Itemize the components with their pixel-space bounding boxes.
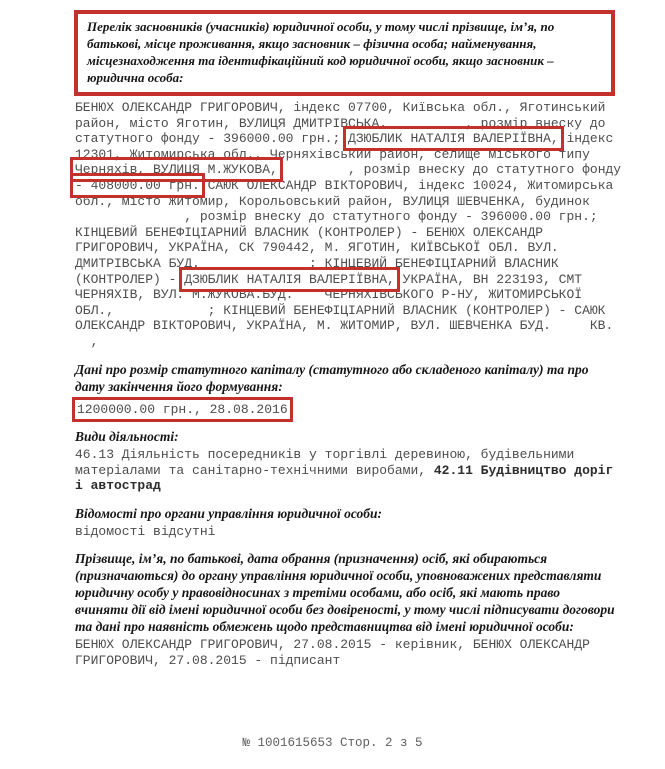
text-segment: ,: [75, 333, 99, 349]
text-segment: ЧЕРНЯХІВ, ВУЛ. М.ЖУКОВА.БУД. ЧЕРНЯХІВСЬКОГО Р-НУ, ЖИТОМИРСЬКОЇ: [75, 287, 583, 303]
text-line: [75, 653, 615, 669]
capital-heading: Дані про розмір статутного капіталу (статутного або складеного капіталу) та про дату закінчення його формування:: [75, 361, 589, 394]
text-segment: САЮК ОЛЕКСАНДР ВІКТОРОВИЧ, індекс 10024, Житомирська: [199, 177, 614, 193]
text-segment: ОЛЕКСАНДР ВІКТОРОВИЧ, УКРАЇНА, М. ЖИТОМИР, ВУЛ. ШЕВЧЕНКА БУД. КВ.: [75, 318, 614, 334]
capital-value: [77, 402, 615, 418]
text-line: [75, 178, 615, 194]
document-content: [75, 8, 622, 671]
highlight-box: - 408000.00 грн.: [75, 177, 200, 193]
founders-heading: Перелік засновників (учасників) юридичної особи, у тому числі прізвище, ім’я, по батькові, місце проживання, якщо засновник – фізична особа; найменування, місцезнаходження та ідентифікаційний код юридичної особи, якщо засновник – юридична особа:: [87, 19, 555, 85]
text-line: [75, 463, 615, 479]
text-segment: і автострад: [75, 478, 161, 494]
text-line: [75, 478, 615, 494]
text-line: [75, 162, 622, 178]
text-segment: , розмір внеску до статутного фонду - 396000.00 грн.;: [75, 209, 598, 225]
text-segment: ГРИГОРОВИЧ, УКРАЇНА, СК 790442, М. ЯГОТИН, КИЇВСЬКОЇ ОБЛ. ВУЛ.: [75, 240, 559, 256]
text-line: [77, 402, 615, 418]
text-line: [75, 147, 615, 163]
management-paragraph: [75, 524, 615, 540]
text-segment: відомості відсутні: [75, 523, 216, 539]
text-segment: 12301, Житомирська обл., Черняхівський район, селище міського типу: [75, 146, 590, 162]
text-segment: ОБЛ., ; КІНЦЕВИЙ БЕНЕФІЦІАРНИЙ ВЛАСНИК (КОНТРОЛЕР) - САЮК: [75, 302, 606, 318]
text-segment: індекс: [558, 131, 614, 147]
text-line: [75, 447, 615, 463]
text-segment: район, місто Яготин, ВУЛИЦЯ ДМИТРІВСЬКА. , розмір внеску до: [75, 115, 606, 131]
text-segment: матеріалами та санітарно-технічними виробами,: [75, 462, 434, 478]
highlight-box: 1200000.00 грн., 28.08.2016: [77, 401, 288, 417]
text-segment: ДМИТРІВСЬКА БУД. ; КІНЦЕВИЙ БЕНЕФІЦІАРНИЙ ВЛАСНИК: [75, 255, 559, 271]
text-segment: ГРИГОРОВИЧ, 27.08.2015 - підписант: [75, 653, 341, 669]
text-line: [75, 116, 615, 132]
text-segment: БЕНЮХ ОЛЕКСАНДР ГРИГОРОВИЧ, 27.08.2015 - керівник, БЕНЮХ ОЛЕКСАНДР: [75, 637, 590, 653]
text-line: [75, 209, 615, 225]
representatives-paragraph: [75, 637, 615, 668]
text-line: [75, 100, 615, 116]
text-segment: (КОНТРОЛЕР) -: [75, 271, 185, 287]
text-line: [75, 194, 615, 210]
activities-heading: Види діяльності:: [75, 429, 179, 445]
text-line: [75, 637, 615, 653]
text-segment: КІНЦЕВИЙ БЕНЕФІЦІАРНИЙ ВЛАСНИК (КОНТРОЛЕР) - БЕНЮХ ОЛЕКСАНДР: [75, 224, 544, 240]
text-segment: статутного фонду - 396000.00 грн.;: [75, 131, 349, 147]
highlight-box: ДЗЮБЛИК НАТАЛІЯ ВАЛЕРІЇВНА,: [348, 131, 559, 147]
highlight-box: [74, 10, 615, 96]
text-segment: 46.13 Діяльність посередників у торгівлі деревиною, будівельними: [75, 447, 575, 463]
text-line: [75, 318, 615, 334]
text-line: [75, 240, 615, 256]
text-segment: , розмір внеску до статутного фонду: [277, 162, 622, 178]
text-line: [75, 256, 615, 272]
text-line: [75, 303, 615, 319]
highlight-box: Черняхів, ВУЛИЦЯ М.ЖУКОВА,: [75, 162, 278, 178]
text-line: [75, 272, 615, 288]
founders-paragraph: [75, 100, 622, 350]
text-line: [75, 524, 615, 540]
representatives-heading: Прізвище, ім’я, по батькові, дата обрання (призначення) осіб, які обираються (призначаються) до органу управління юридичної особи, уповноважених представляти юридичну особу у правовідносинах з третіми особами, або осіб, які мають право вчиняти дії від імені юридичної особи без довіреності, у тому числі підписувати договори та дані про наявність обмежень щодо представництва від імені юридичної особи:: [75, 551, 615, 635]
management-heading: Відомості про органи управління юридичної особи:: [75, 505, 382, 521]
text-line: [75, 131, 615, 147]
page-number: № 1001615653 Стор. 2 з 5: [242, 736, 423, 750]
page-footer: [0, 736, 665, 750]
text-segment: 42.11 Будівництво доріг: [433, 462, 614, 478]
text-segment: обл., місто Житомир, Корольовський район, ВУЛИЦЯ ШЕВЧЕНКА, будинок: [75, 193, 590, 209]
highlight-box: ДЗЮБЛИК НАТАЛІЯ ВАЛЕРІЇВНА,: [184, 271, 395, 287]
text-line: [75, 225, 615, 241]
text-segment: БЕНЮХ ОЛЕКСАНДР ГРИГОРОВИЧ, індекс 07700, Київська обл., Яготинський: [75, 100, 606, 115]
activities-paragraph: [75, 447, 615, 494]
text-line: [75, 287, 615, 303]
text-segment: УКРАЇНА, ВН 223193, СМТ: [394, 271, 583, 287]
text-line: [75, 334, 615, 350]
